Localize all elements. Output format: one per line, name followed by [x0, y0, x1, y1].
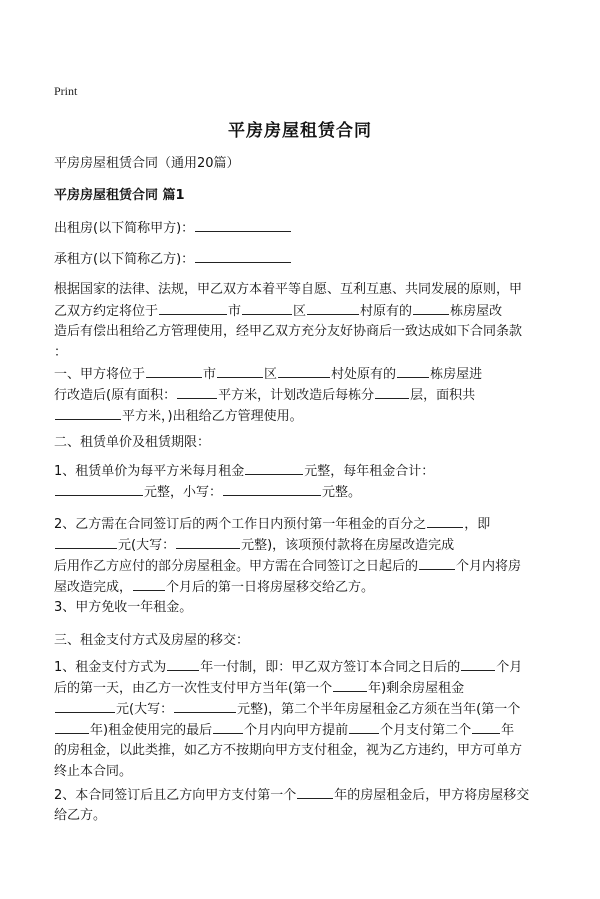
fill-in-blank[interactable] [174, 698, 236, 713]
fill-in-blank[interactable] [195, 248, 291, 263]
section-heading: 平房房屋租赁合同 篇1 [54, 188, 185, 203]
contract-line [54, 217, 550, 239]
contract-text: 元整，每年租金合计： [304, 464, 435, 479]
fill-in-blank[interactable] [307, 300, 359, 315]
fill-in-blank[interactable] [397, 363, 429, 378]
contract-text: 村处原有的 [331, 367, 397, 382]
contract-text: 个月支付第二个 [380, 723, 472, 738]
contract-line [54, 576, 550, 598]
contract-line [54, 698, 550, 720]
contract-text: 平方米，计划改造后每栋分 [218, 388, 375, 403]
contract-text: 栋房屋进 [430, 367, 483, 382]
contract-text: 后的第一天，由乙方一次性支付甲方当年(第一个 [54, 681, 333, 696]
fill-in-blank[interactable] [217, 363, 263, 378]
contract-text: 市 [203, 367, 217, 382]
contract-text: 元整，小写： [144, 485, 223, 500]
document-subtitle: 平房房屋租赁合同（通用20篇） [54, 156, 240, 171]
fill-in-blank[interactable] [419, 555, 455, 570]
contract-text: 平方米，)出租给乙方管理使用。 [122, 409, 303, 424]
contract-line [54, 555, 550, 577]
fill-in-blank[interactable] [278, 363, 330, 378]
contract-line [54, 534, 550, 556]
fill-in-blank[interactable] [297, 784, 333, 799]
fill-in-blank[interactable] [146, 363, 202, 378]
fill-in-blank[interactable] [55, 534, 117, 549]
contract-text: 市 [228, 304, 242, 319]
document-title: 平房房屋租赁合同 [228, 121, 372, 141]
contract-text: 个月后的第一日将房屋移交给乙方。 [166, 580, 375, 595]
fill-in-blank[interactable] [195, 217, 291, 232]
fill-in-blank[interactable] [223, 481, 321, 496]
contract-line [54, 342, 550, 363]
contract-text: 元整。 [322, 485, 362, 500]
contract-text: 2、乙方需在合同签订后的两个工作日内预付第一年租金的百分之 [54, 517, 427, 532]
fill-in-blank[interactable] [333, 677, 367, 692]
contract-line [54, 784, 550, 806]
contract-text: 村原有的 [360, 304, 413, 319]
contract-text: 乙双方约定将位于 [54, 304, 159, 319]
contract-text: 承租方(以下简称乙方)： [54, 252, 195, 267]
contract-line [54, 597, 550, 618]
contract-text: 栋房屋改 [450, 304, 503, 319]
contract-line [54, 481, 550, 503]
contract-text: 个月内向甲方提前 [244, 723, 349, 738]
contract-text: 行改造后(原有面积： [54, 388, 177, 403]
contract-text: 年的房屋租金后，甲方将房屋移交 [334, 788, 530, 803]
contract-text: 区 [293, 304, 307, 319]
contract-text: 元整)，该项预付款将在房屋改造完成 [241, 538, 455, 553]
contract-line [54, 513, 550, 535]
contract-text: 年)剩余房屋租金 [368, 681, 465, 696]
fill-in-blank[interactable] [55, 481, 143, 496]
fill-in-blank[interactable] [133, 576, 165, 591]
fill-in-blank[interactable] [55, 405, 121, 420]
fill-in-blank[interactable] [55, 719, 89, 734]
contract-line [54, 460, 550, 482]
contract-line [54, 805, 550, 826]
contract-text: 层，面积共 [410, 388, 476, 403]
contract-text: 三、租金支付方式及房屋的移交： [54, 633, 250, 648]
fill-in-blank[interactable] [242, 300, 292, 315]
contract-line [54, 677, 550, 699]
contract-line [54, 432, 550, 453]
contract-text: 1、租赁单价为每平方米每月租金 [54, 464, 245, 479]
contract-text: 元整)，第二个半年房屋租金乙方须在当年(第一个 [237, 702, 521, 717]
contract-line [54, 279, 550, 300]
contract-text: 的房租金，以此类推，如乙方不按期向甲方支付租金，视为乙方违约，甲方可单方 [54, 743, 523, 758]
print-link[interactable]: Print [54, 84, 78, 98]
contract-line [54, 630, 550, 651]
contract-line [54, 719, 550, 741]
fill-in-blank[interactable] [245, 460, 303, 475]
contract-text: 年 [501, 723, 515, 738]
fill-in-blank[interactable] [413, 300, 449, 315]
contract-text: 根据国家的法律、法规，甲乙双方本着平等自愿、互利互惠、共同发展的原则，甲 [54, 282, 523, 297]
contract-text: 屋改造完成， [54, 580, 133, 595]
contract-text: 终止本合同。 [54, 764, 133, 779]
fill-in-blank[interactable] [472, 719, 500, 734]
fill-in-blank[interactable] [55, 698, 115, 713]
contract-text: 年一付制，即：甲乙双方签订本合同之日后的 [200, 660, 461, 675]
fill-in-blank[interactable] [159, 300, 227, 315]
contract-line [54, 740, 550, 761]
fill-in-blank[interactable] [213, 719, 243, 734]
contract-text: ： [54, 345, 68, 360]
contract-text: 区 [264, 367, 278, 382]
contract-text: 3、甲方免收一年租金。 [54, 600, 193, 615]
contract-text: 一、甲方将位于 [54, 367, 146, 382]
contract-line [54, 363, 550, 385]
fill-in-blank[interactable] [177, 384, 217, 399]
contract-line [54, 248, 550, 270]
contract-text: 给乙方。 [54, 808, 107, 823]
contract-line [54, 405, 550, 427]
contract-text: 元(大写： [116, 702, 174, 717]
contract-line [54, 656, 550, 678]
contract-line [54, 384, 550, 406]
fill-in-blank[interactable] [427, 513, 463, 528]
contract-line [54, 300, 550, 322]
fill-in-blank[interactable] [176, 534, 240, 549]
contract-line [54, 321, 550, 342]
fill-in-blank[interactable] [167, 656, 199, 671]
contract-text: 后用作乙方应付的部分房屋租金。甲方需在合同签订之日起后的 [54, 559, 419, 574]
contract-text: ，即 [464, 517, 491, 532]
contract-text: 二、租赁单价及租赁期限： [54, 435, 211, 450]
contract-text: 1、租金支付方式为 [54, 660, 167, 675]
contract-text: 2、本合同签订后且乙方向甲方支付第一个 [54, 788, 297, 803]
contract-text: 出租房(以下简称甲方)： [54, 221, 195, 236]
fill-in-blank[interactable] [375, 384, 409, 399]
contract-text: 个月 [496, 660, 523, 675]
contract-text: 元(大写： [118, 538, 176, 553]
contract-text: 年)租金使用完的最后 [90, 723, 213, 738]
contract-line [54, 761, 550, 782]
fill-in-blank[interactable] [461, 656, 495, 671]
contract-text: 个月内将房 [456, 559, 522, 574]
contract-text: 造后有偿出租给乙方管理使用，经甲乙双方充分友好协商后一致达成如下合同条款 [54, 324, 523, 339]
fill-in-blank[interactable] [349, 719, 379, 734]
